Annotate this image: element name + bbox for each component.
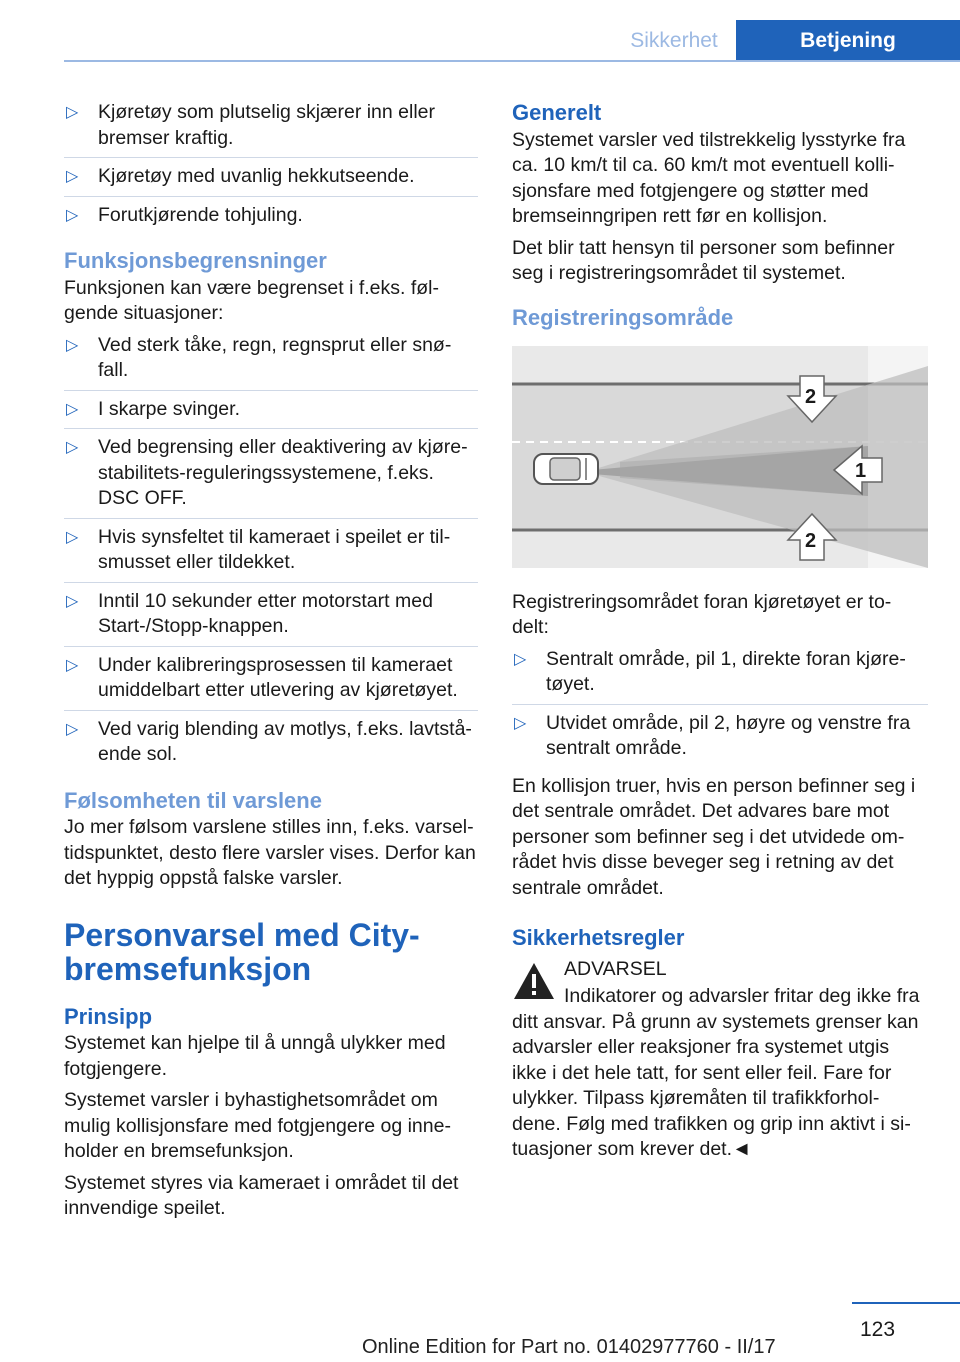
- triangle-bullet-icon: ▷: [514, 650, 527, 668]
- section-title: Personvarsel med City-bremsefunksjon: [64, 916, 420, 987]
- triangle-bullet-icon: ▷: [66, 168, 79, 185]
- area-bullet-list: [512, 647, 928, 768]
- area-heading: Registreringsområde: [512, 304, 734, 330]
- general-heading: Generelt: [512, 100, 602, 125]
- triangle-bullet-icon: ▷: [66, 720, 79, 738]
- principle-paragraph-2: Systemet varsler i byhastighetsområdet om mulig kollisjonsfare med fotgjengere og inne‐holder en bremsefunksjon.: [64, 1089, 451, 1162]
- sensitivity-heading: Følsomheten til varslene: [64, 787, 322, 813]
- principle-paragraph-1: Systemet kan hjelpe til å unngå ulykker med fotgjengere.: [64, 1032, 446, 1080]
- limits-heading: Funksjonsbegrensninger: [64, 248, 327, 273]
- triangle-bullet-icon: ▷: [66, 528, 79, 546]
- triangle-bullet-icon: ▷: [66, 400, 79, 418]
- warning-text: Indikatorer og advarsler fritar deg ikke fra ditt ansvar. På grunn av systemets grenser kan advarsler eller reaksjoner fra systemet utgis ikke i det hele tatt, for sent eller feil. Fare for ulykker. Tilpass kjøremåten til trafikkforhol‐dene. Følg med trafikken og grip inn aktivt i si‐tuasjoner som krever det.◄: [512, 985, 920, 1160]
- limits-text: Funksjonen kan være begrenset i f.eks. føl‐gende situasjoner:: [64, 276, 440, 324]
- edition-footer: Online Edition for Part no. 01402977760 - II/17: [362, 1336, 776, 1358]
- arrow-1-label: 1: [855, 460, 867, 482]
- list-item: ▷ Forutkjørende tohjuling.: [64, 203, 478, 235]
- list-item: ▷ Inntil 10 sekunder etter motorstart med Start-/Stopp-knappen.: [64, 589, 478, 647]
- tab-operation[interactable]: Betjening: [736, 20, 960, 62]
- triangle-bullet-icon: ▷: [66, 336, 79, 354]
- arrow-2-bottom-label: 2: [805, 530, 817, 552]
- tab-safety[interactable]: Sikkerhet: [612, 20, 736, 62]
- area-paragraph-1: Registreringsområdet foran kjøretøyet er to‐delt:: [512, 590, 892, 638]
- arrow-2-top-label: 2: [805, 386, 817, 408]
- list-item: ▷ Under kalibreringsprosessen til kameraet umiddelbart etter utlevering av kjøretøyet.: [64, 653, 478, 711]
- triangle-bullet-icon: ▷: [66, 206, 79, 224]
- principle-heading: Prinsipp: [64, 1003, 153, 1029]
- intro-bullet-list: [64, 100, 478, 234]
- triangle-bullet-icon: ▷: [66, 439, 79, 456]
- list-item: ▷ I skarpe svinger.: [64, 397, 478, 430]
- general-paragraph-2: Det blir tatt hensyn til personer som befinner seg i registreringsområdet til systemet.: [512, 236, 895, 284]
- list-item: ▷ Sentralt område, pil 1, direkte foran kjøre‐tøyet.: [512, 647, 928, 705]
- list-item: ▷ Ved varig blending av motlys, f.eks. lavtstå‐ende sol.: [66, 717, 472, 765]
- list-item: ▷ Ved sterk tåke, regn, regnsprut eller snø‐fall.: [64, 333, 478, 391]
- list-item: ▷ Ved begrensing eller deaktivering av kjøre‐stabilitets-reguleringssystemene, f.eks. DSC OFF.: [64, 435, 478, 519]
- triangle-bullet-icon: ▷: [66, 656, 79, 674]
- footer-rule: [852, 1302, 960, 1304]
- sensitivity-text: Jo mer følsom varslene stilles inn, f.eks. varsel‐tidspunktet, desto flere varsler vises. Derfor kan det hyppig oppstå falske varsler.: [64, 816, 476, 889]
- list-item: ▷ Kjøretøy med uvanlig hekkutseende.: [64, 164, 478, 197]
- page-number: 123: [860, 1318, 896, 1341]
- list-item: ▷ Kjøretøy som plutselig skjærer inn eller bremser kraftig.: [64, 100, 478, 158]
- car-icon: [534, 454, 598, 484]
- triangle-bullet-icon: ▷: [514, 714, 527, 732]
- right-column: [512, 100, 928, 1169]
- page-header: [0, 0, 960, 62]
- warning-icon: [512, 961, 556, 1009]
- safety-heading: Sikkerhetsregler: [512, 925, 685, 950]
- list-item: ▷ Utvidet område, pil 2, høyre og venstre fra sentralt område.: [514, 711, 911, 759]
- limits-bullet-list: [64, 333, 478, 774]
- left-column: [64, 100, 478, 1228]
- warning-title: ADVARSEL: [564, 957, 667, 980]
- warning-block: [512, 957, 928, 983]
- area-paragraph-2: En kollisjon truer, hvis en person befinner seg i det sentrale området. Det advares bare mot personer som befinner seg i det utvidede om‐rådet hvis disse beveger seg i retning av det sentrale området.: [512, 774, 916, 899]
- detection-area-figure: [512, 346, 928, 568]
- list-item: ▷ Hvis synsfeltet til kameraet i speilet er til‐smusset eller tildekket.: [64, 525, 478, 583]
- header-rule: [64, 60, 960, 62]
- triangle-bullet-icon: ▷: [66, 104, 79, 121]
- general-paragraph-1: Systemet varsler ved tilstrekkelig lysstyrke fra ca. 10 km/t til ca. 60 km/t mot eventuell kolli‐sjonsfare med fotgjengere og støtter med bremseinngripen rett før en kollisjon.: [512, 128, 906, 227]
- principle-paragraph-3: Systemet styres via kameraet i området til det innvendige speilet.: [64, 1171, 459, 1219]
- triangle-bullet-icon: ▷: [66, 592, 79, 610]
